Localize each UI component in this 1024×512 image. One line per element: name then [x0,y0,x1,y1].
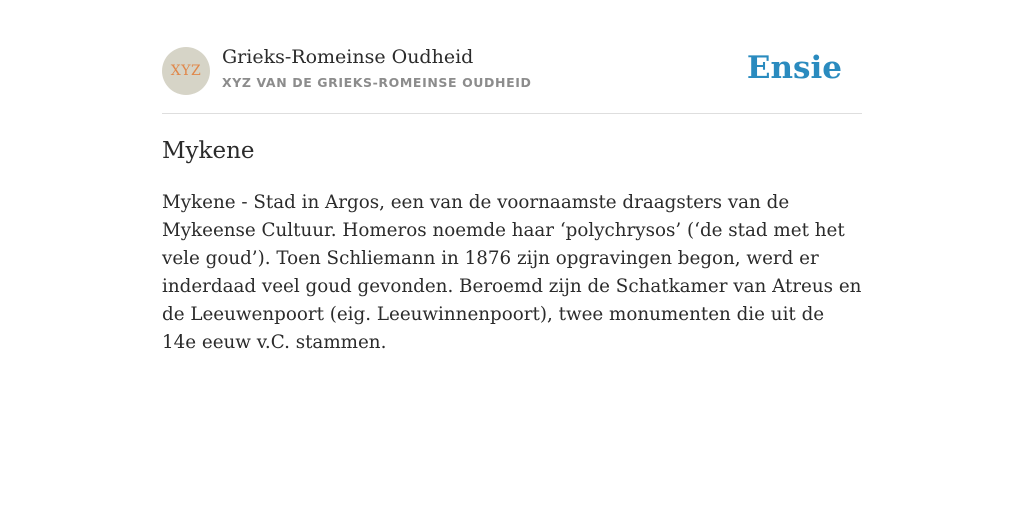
source-avatar: XYZ [162,47,210,95]
source-subtitle: XYZ VAN DE GRIEKS-ROMEINSE OUDHEID [222,75,532,90]
ensie-logo-link[interactable]: Ensie [746,50,842,86]
source-header [162,46,862,96]
source-title: Grieks-Romeinse Oudheid [222,46,474,68]
article-body: Mykene - Stad in Argos, een van de voornaamste draagsters van de Mykeense Cultuur. Homeros noemde haar ‘polychrysos’ (‘de stad met het vele goud’). Toen Schliemann in 1876 zijn opgravingen begon, werd er inderdaad veel goud gevonden. Beroemd zijn de Schatkamer van Atreus en de Leeuwenpoort (eig. Leeuwinnenpoort), twee monumenten die uit de 14e eeuw v.C. stammen. [162,192,862,353]
article-title: Mykene [162,138,255,164]
header-divider [162,113,862,114]
entry-card [162,0,862,512]
